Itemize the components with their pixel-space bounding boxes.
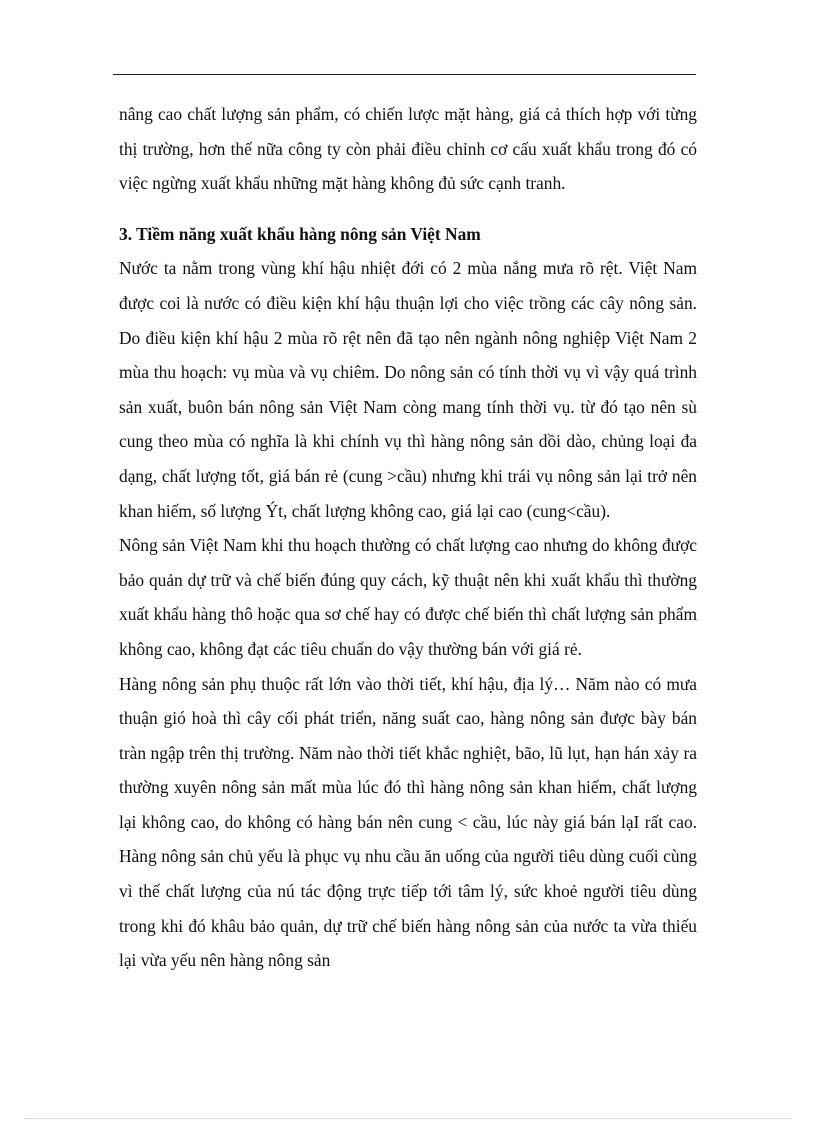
paragraph-weather: Hàng nông sản phụ thuộc rất lớn vào thời tiết, khí hậu, địa lý… Năm nào có mưa thuận gió hoà thì cây cối phát triển, năng suất cao, hàng nông sản được bày bán tràn ngập trên thị trường. Năm nào thời tiết khắc nghiệt, bão, lũ lụt, hạn hán xảy ra thường xuyên nông sản mất mùa lúc đó thì hàng nông sản khan hiếm, chất lượng lại không cao, do không có hàng bán nên cung < cầu, lúc này giá bán lạI rất cao. Hàng nông sản chủ yếu là phục vụ nhu cầu ăn uống của người tiêu dùng cuối cùng vì thế chất lượng của nú tác động trực tiếp tới tâm lý, sức khoẻ người tiêu dùng trong khi đó khâu bảo quản, dự trữ chế biến hàng nông sản của nước ta vừa thiếu lại vừa yếu nên hàng nông sản: [119, 673, 697, 971]
page-bottom-border: [24, 1118, 792, 1119]
header-rule: [113, 74, 696, 75]
page-body: [119, 97, 697, 978]
section-heading: 3. Tiềm năng xuất khẩu hàng nông sản Việt Nam: [119, 223, 481, 244]
intro-paragraph: nâng cao chất lượng sản phẩm, có chiến lược mặt hàng, giá cả thích hợp với từng thị trường, hơn thế nữa công ty còn phải điều chỉnh cơ cấu xuất khẩu trong đó có việc ngừng xuất khẩu những mặt hàng không đủ sức cạnh tranh.: [119, 104, 697, 194]
paragraph-climate: Nước ta nằm trong vùng khí hậu nhiệt đới có 2 mùa nắng mưa rõ rệt. Việt Nam được coi là nước có điều kiện khí hậu thuận lợi cho việc trồng các cây nông sản. Do điều kiện khí hậu 2 mùa rõ rệt nên đã tạo nên ngành nông nghiệp Việt Nam 2 mùa thu hoạch: vụ mùa và vụ chiêm. Do nông sản có tính thời vụ vì vậy quá trình sản xuất, buôn bán nông sản Việt Nam còng mang tính thời vụ. từ đó tạo nên sù cung theo mùa có nghĩa là khi chính vụ thì hàng nông sản dồi dào, chủng loại đa dạng, chất lượng tốt, giá bán rẻ (cung >cầu) nhưng khi trái vụ nông sản lại trở nên khan hiếm, số lượng Ýt, chất lượng không cao, giá lại cao (cung<cầu).: [119, 258, 697, 521]
paragraph-quality: Nông sản Việt Nam khi thu hoạch thường có chất lượng cao nhưng do không được bảo quản dự trữ và chế biến đúng quy cách, kỹ thuật nên khi xuất khẩu thì thường xuất khẩu hàng thô hoặc qua sơ chế hay có được chế biến thì chất lượng sản phẩm không cao, không đạt các tiêu chuẩn do vậy thường bán với giá rẻ.: [119, 535, 697, 659]
